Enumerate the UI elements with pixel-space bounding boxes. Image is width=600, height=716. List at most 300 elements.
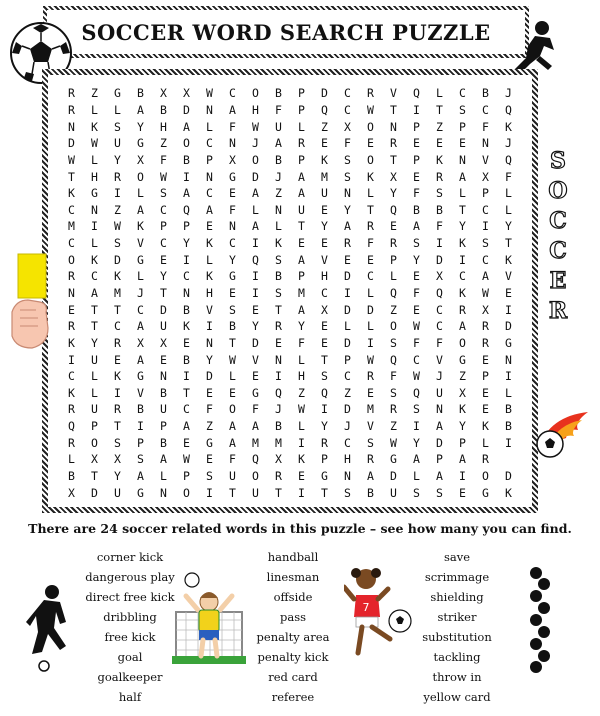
grid-letter: F <box>298 335 305 350</box>
word-list-item: referee <box>271 690 315 704</box>
grid-letter: B <box>183 152 190 167</box>
grid-letter: A <box>137 319 144 334</box>
grid-letter: D <box>505 469 512 484</box>
grid-letter: G <box>321 469 328 484</box>
grid-letter: X <box>229 152 236 167</box>
grid-letter: J <box>252 136 259 151</box>
grid-letter: P <box>344 352 351 367</box>
grid-letter: S <box>390 385 397 400</box>
grid-letter: I <box>413 102 420 117</box>
grid-letter: Z <box>160 136 167 151</box>
grid-letter: L <box>91 236 98 251</box>
grid-letter: E <box>321 202 328 217</box>
word-list-item: pass <box>279 610 307 624</box>
grid-letter: C <box>459 269 466 284</box>
grid-letter: I <box>321 402 328 417</box>
grid-letter: C <box>183 269 190 284</box>
word-list-item: dribbling <box>103 610 157 624</box>
grid-letter: K <box>459 236 466 251</box>
grid-letter: K <box>68 385 75 400</box>
grid-letter: R <box>68 86 75 101</box>
grid-letter: R <box>459 302 466 317</box>
grid-letter: W <box>413 369 420 384</box>
grid-letter: F <box>206 402 213 417</box>
grid-letter: S <box>321 369 328 384</box>
grid-letter: L <box>229 369 236 384</box>
word-list-item: striker <box>437 610 477 624</box>
grid-letter: R <box>390 402 397 417</box>
grid-letter: H <box>91 169 98 184</box>
grid-letter: Y <box>344 202 351 217</box>
grid-letter: A <box>275 136 282 151</box>
grid-letter: X <box>160 335 167 350</box>
grid-letter: P <box>436 452 443 467</box>
grid-letter: A <box>298 169 305 184</box>
grid-letter: B <box>229 319 236 334</box>
grid-letter: T <box>68 169 75 184</box>
grid-letter: C <box>91 269 98 284</box>
grid-letter: P <box>459 119 466 134</box>
grid-letter: S <box>114 435 121 450</box>
grid-letter: A <box>413 219 420 234</box>
grid-letter: E <box>321 335 328 350</box>
grid-letter: F <box>229 119 236 134</box>
grid-letter: D <box>252 169 259 184</box>
grid-letter: Y <box>321 219 328 234</box>
grid-letter: A <box>183 119 190 134</box>
grid-letter: X <box>321 302 328 317</box>
grid-letter: T <box>390 152 397 167</box>
grid-letter: D <box>436 435 443 450</box>
grid-letter: B <box>275 152 282 167</box>
grid-letter <box>497 451 520 468</box>
grid-letter: C <box>436 319 443 334</box>
grid-letter: E <box>482 352 489 367</box>
grid-letter: W <box>367 102 374 117</box>
grid-letter: L <box>505 202 512 217</box>
grid-letter: Q <box>390 285 397 300</box>
grid-letter: T <box>114 302 121 317</box>
grid-letter: R <box>68 435 75 450</box>
grid-letter: B <box>275 86 282 101</box>
grid-letter: R <box>344 236 351 251</box>
grid-letter: W <box>298 402 305 417</box>
grid-letter: R <box>298 136 305 151</box>
side-word-letter: C <box>549 238 567 264</box>
grid-letter: M <box>68 219 75 234</box>
grid-letter: O <box>390 319 397 334</box>
grid-letter: E <box>482 385 489 400</box>
word-list-item: penalty kick <box>257 650 329 664</box>
grid-letter: A <box>137 202 144 217</box>
grid-letter: C <box>459 86 466 101</box>
grid-letter: E <box>413 302 420 317</box>
grid-letter: U <box>160 319 167 334</box>
grid-letter: F <box>229 452 236 467</box>
grid-letter: U <box>252 485 259 500</box>
grid-letter: A <box>91 285 98 300</box>
grid-letter: W <box>91 136 98 151</box>
grid-letter: Q <box>252 252 259 267</box>
grid-letter: E <box>206 452 213 467</box>
grid-letter: M <box>367 402 374 417</box>
grid-letter: W <box>229 352 236 367</box>
grid-letter: L <box>137 269 144 284</box>
grid-letter: B <box>160 435 167 450</box>
grid-letter: S <box>413 236 420 251</box>
grid-letter: O <box>482 469 489 484</box>
grid-letter: E <box>68 302 75 317</box>
grid-letter: S <box>436 485 443 500</box>
grid-letter: S <box>114 236 121 251</box>
grid-letter: Z <box>436 119 443 134</box>
grid-letter: P <box>321 452 328 467</box>
grid-letter: N <box>275 352 282 367</box>
grid-letter: E <box>114 352 121 367</box>
grid-letter: E <box>321 136 328 151</box>
letter-grid <box>60 85 520 501</box>
grid-letter: H <box>160 119 167 134</box>
grid-letter: I <box>183 369 190 384</box>
grid-letter: C <box>68 236 75 251</box>
grid-letter: U <box>436 385 443 400</box>
grid-letter: T <box>275 485 282 500</box>
grid-letter: K <box>436 152 443 167</box>
yellow-card-hand-icon <box>6 250 56 360</box>
grid-letter: T <box>390 102 397 117</box>
grid-letter: B <box>275 419 282 434</box>
girl-player-cartoon-icon <box>344 565 418 663</box>
grid-letter: Q <box>68 419 75 434</box>
grid-letter: X <box>482 169 489 184</box>
word-list-item: half <box>118 690 142 704</box>
grid-letter: F <box>413 186 420 201</box>
grid-letter: C <box>137 302 144 317</box>
grid-letter: D <box>344 402 351 417</box>
grid-letter: F <box>344 136 351 151</box>
grid-letter: V <box>252 352 259 367</box>
grid-letter: L <box>137 186 144 201</box>
grid-letter: A <box>206 202 213 217</box>
grid-letter: F <box>413 285 420 300</box>
grid-letter: V <box>206 302 213 317</box>
grid-letter: I <box>298 485 305 500</box>
grid-letter: L <box>459 186 466 201</box>
grid-letter: F <box>390 369 397 384</box>
grid-letter: N <box>344 186 351 201</box>
grid-letter: T <box>229 485 236 500</box>
grid-letter: X <box>114 452 121 467</box>
grid-letter: V <box>137 385 144 400</box>
grid-letter: D <box>114 252 121 267</box>
grid-letter: S <box>390 335 397 350</box>
grid-letter: A <box>252 419 259 434</box>
grid-letter: T <box>91 302 98 317</box>
grid-letter: U <box>91 352 98 367</box>
grid-letter: S <box>206 469 213 484</box>
grid-letter: K <box>206 236 213 251</box>
grid-letter: Y <box>137 119 144 134</box>
grid-letter: Z <box>459 369 466 384</box>
grid-letter: C <box>68 369 75 384</box>
grid-letter: C <box>206 136 213 151</box>
grid-letter: D <box>344 302 351 317</box>
grid-letter: A <box>459 319 466 334</box>
grid-letter: I <box>91 219 98 234</box>
grid-letter: Q <box>436 285 443 300</box>
grid-letter: A <box>252 219 259 234</box>
grid-letter: S <box>275 252 282 267</box>
grid-letter: K <box>505 485 512 500</box>
grid-letter: Y <box>505 219 512 234</box>
grid-letter: E <box>206 385 213 400</box>
grid-letter: G <box>114 86 121 101</box>
grid-letter: L <box>436 86 443 101</box>
grid-letter: E <box>344 252 351 267</box>
grid-letter: X <box>275 452 282 467</box>
grid-letter: X <box>482 302 489 317</box>
grid-letter: V <box>436 352 443 367</box>
grid-letter: I <box>459 252 466 267</box>
grid-letter: E <box>298 469 305 484</box>
grid-letter: V <box>505 269 512 284</box>
grid-letter: A <box>298 302 305 317</box>
grid-letter: P <box>482 369 489 384</box>
grid-letter: K <box>505 119 512 134</box>
grid-letter: L <box>367 285 374 300</box>
grid-letter: Z <box>390 302 397 317</box>
grid-letter: Z <box>275 186 282 201</box>
grid-letter: N <box>160 485 167 500</box>
grid-letter: W <box>114 219 121 234</box>
grid-letter: G <box>229 269 236 284</box>
grid-letter: B <box>505 402 512 417</box>
grid-letter: G <box>229 169 236 184</box>
grid-letter: F <box>367 236 374 251</box>
grid-letter: I <box>68 352 75 367</box>
grid-letter: E <box>459 485 466 500</box>
grid-letter: N <box>344 469 351 484</box>
grid-letter: Y <box>252 319 259 334</box>
grid-letter: A <box>183 419 190 434</box>
grid-letter: R <box>68 319 75 334</box>
grid-letter: D <box>252 335 259 350</box>
grid-letter: M <box>298 285 305 300</box>
grid-letter: X <box>459 385 466 400</box>
grid-letter: L <box>275 219 282 234</box>
grid-letter: G <box>505 335 512 350</box>
grid-letter: I <box>344 285 351 300</box>
grid-letter: E <box>459 136 466 151</box>
grid-letter: E <box>321 236 328 251</box>
grid-letter: N <box>275 202 282 217</box>
grid-letter: V <box>367 419 374 434</box>
word-list-item: red card <box>268 670 318 684</box>
grid-letter: E <box>321 319 328 334</box>
word-list-item: scrimmage <box>424 570 490 584</box>
grid-letter: A <box>298 186 305 201</box>
grid-letter: I <box>206 485 213 500</box>
grid-letter: E <box>252 369 259 384</box>
grid-letter: Y <box>413 252 420 267</box>
grid-letter: W <box>68 152 75 167</box>
grid-letter: Z <box>91 86 98 101</box>
grid-letter: R <box>482 319 489 334</box>
grid-letter: S <box>459 102 466 117</box>
grid-letter: P <box>298 269 305 284</box>
grid-letter: I <box>505 435 512 450</box>
grid-letter: N <box>229 136 236 151</box>
grid-letter: E <box>413 136 420 151</box>
grid-letter: C <box>160 236 167 251</box>
grid-letter: J <box>505 136 512 151</box>
grid-letter: Y <box>114 469 121 484</box>
grid-letter: F <box>229 202 236 217</box>
grid-letter: T <box>229 335 236 350</box>
grid-letter: E <box>367 252 374 267</box>
grid-letter: G <box>137 252 144 267</box>
word-list-item: substitution <box>422 630 492 644</box>
grid-letter: B <box>160 102 167 117</box>
grid-letter: K <box>91 119 98 134</box>
grid-letter: H <box>206 285 213 300</box>
grid-letter: U <box>114 136 121 151</box>
side-word-letter: O <box>548 178 568 204</box>
grid-letter: A <box>436 469 443 484</box>
grid-letter: I <box>114 385 121 400</box>
grid-letter: A <box>137 352 144 367</box>
grid-letter: L <box>367 186 374 201</box>
grid-letter: B <box>275 269 282 284</box>
grid-letter: U <box>390 485 397 500</box>
grid-letter: D <box>436 252 443 267</box>
grid-letter: T <box>160 285 167 300</box>
goalkeeper-cartoon-icon <box>172 572 246 668</box>
grid-letter: T <box>367 202 374 217</box>
grid-letter: H <box>321 269 328 284</box>
grid-letter: S <box>413 402 420 417</box>
grid-letter: I <box>505 302 512 317</box>
grid-letter: P <box>482 186 489 201</box>
grid-letter: C <box>344 435 351 450</box>
grid-letter: Y <box>459 419 466 434</box>
word-list-item: handball <box>267 550 319 564</box>
grid-letter: N <box>206 102 213 117</box>
grid-letter: Z <box>344 385 351 400</box>
word-list-item: yellow card <box>423 690 491 704</box>
grid-letter: P <box>413 119 420 134</box>
grid-letter: P <box>137 435 144 450</box>
grid-letter: K <box>459 402 466 417</box>
grid-letter: L <box>252 202 259 217</box>
side-word-letter: E <box>549 268 567 294</box>
grid-letter: D <box>68 136 75 151</box>
grid-letter: G <box>252 385 259 400</box>
grid-letter: B <box>482 86 489 101</box>
grid-letter: D <box>505 319 512 334</box>
grid-letter: C <box>436 302 443 317</box>
grid-letter: S <box>344 152 351 167</box>
grid-letter: V <box>482 152 489 167</box>
grid-letter: E <box>183 335 190 350</box>
grid-letter: Q <box>321 102 328 117</box>
grid-letter: A <box>298 252 305 267</box>
grid-letter: L <box>91 102 98 117</box>
grid-letter: T <box>459 202 466 217</box>
grid-letter: Y <box>390 186 397 201</box>
grid-letter: L <box>344 319 351 334</box>
grid-letter: X <box>160 86 167 101</box>
grid-letter: Y <box>91 335 98 350</box>
grid-letter: T <box>436 102 443 117</box>
grid-letter: D <box>321 86 328 101</box>
grid-letter: J <box>275 169 282 184</box>
word-list-item: linesman <box>266 570 320 584</box>
grid-letter: C <box>68 202 75 217</box>
grid-letter: M <box>252 435 259 450</box>
grid-letter: F <box>505 169 512 184</box>
grid-letter: G <box>137 136 144 151</box>
grid-letter: O <box>252 469 259 484</box>
page-title: SOCCER WORD SEARCH PUZZLE <box>81 19 491 45</box>
grid-letter: D <box>183 102 190 117</box>
grid-letter: R <box>482 452 489 467</box>
grid-letter: E <box>252 302 259 317</box>
grid-letter: P <box>206 152 213 167</box>
grid-letter: R <box>114 169 121 184</box>
grid-letter: L <box>91 385 98 400</box>
grid-letter: S <box>367 435 374 450</box>
grid-letter: R <box>68 102 75 117</box>
grid-letter: K <box>298 452 305 467</box>
grid-letter: H <box>344 452 351 467</box>
grid-letter: Y <box>459 219 466 234</box>
grid-letter: D <box>160 302 167 317</box>
grid-letter: E <box>298 236 305 251</box>
grid-letter: T <box>505 236 512 251</box>
grid-letter: F <box>436 219 443 234</box>
grid-letter: L <box>298 119 305 134</box>
grid-letter: E <box>229 385 236 400</box>
word-list-item: tackling <box>433 650 481 664</box>
grid-letter: C <box>114 319 121 334</box>
grid-letter: X <box>390 169 397 184</box>
grid-letter: O <box>252 86 259 101</box>
grid-letter: R <box>367 369 374 384</box>
grid-letter: T <box>321 485 328 500</box>
grid-letter: K <box>114 369 121 384</box>
grid-letter: O <box>137 169 144 184</box>
word-list-item: save <box>443 550 471 564</box>
grid-letter: A <box>344 219 351 234</box>
grid-letter: P <box>91 419 98 434</box>
word-list-item: throw in <box>432 670 482 684</box>
grid-letter: C <box>160 202 167 217</box>
grid-letter: K <box>68 186 75 201</box>
grid-letter: G <box>482 485 489 500</box>
grid-letter: K <box>183 319 190 334</box>
word-search-frame <box>42 69 538 513</box>
grid-letter: P <box>298 86 305 101</box>
grid-letter: Z <box>321 119 328 134</box>
grid-letter: X <box>68 485 75 500</box>
grid-letter: S <box>344 169 351 184</box>
grid-letter: B <box>137 86 144 101</box>
grid-letter: C <box>482 202 489 217</box>
grid-letter: S <box>114 119 121 134</box>
grid-letter: Q <box>275 385 282 400</box>
grid-letter: C <box>344 369 351 384</box>
